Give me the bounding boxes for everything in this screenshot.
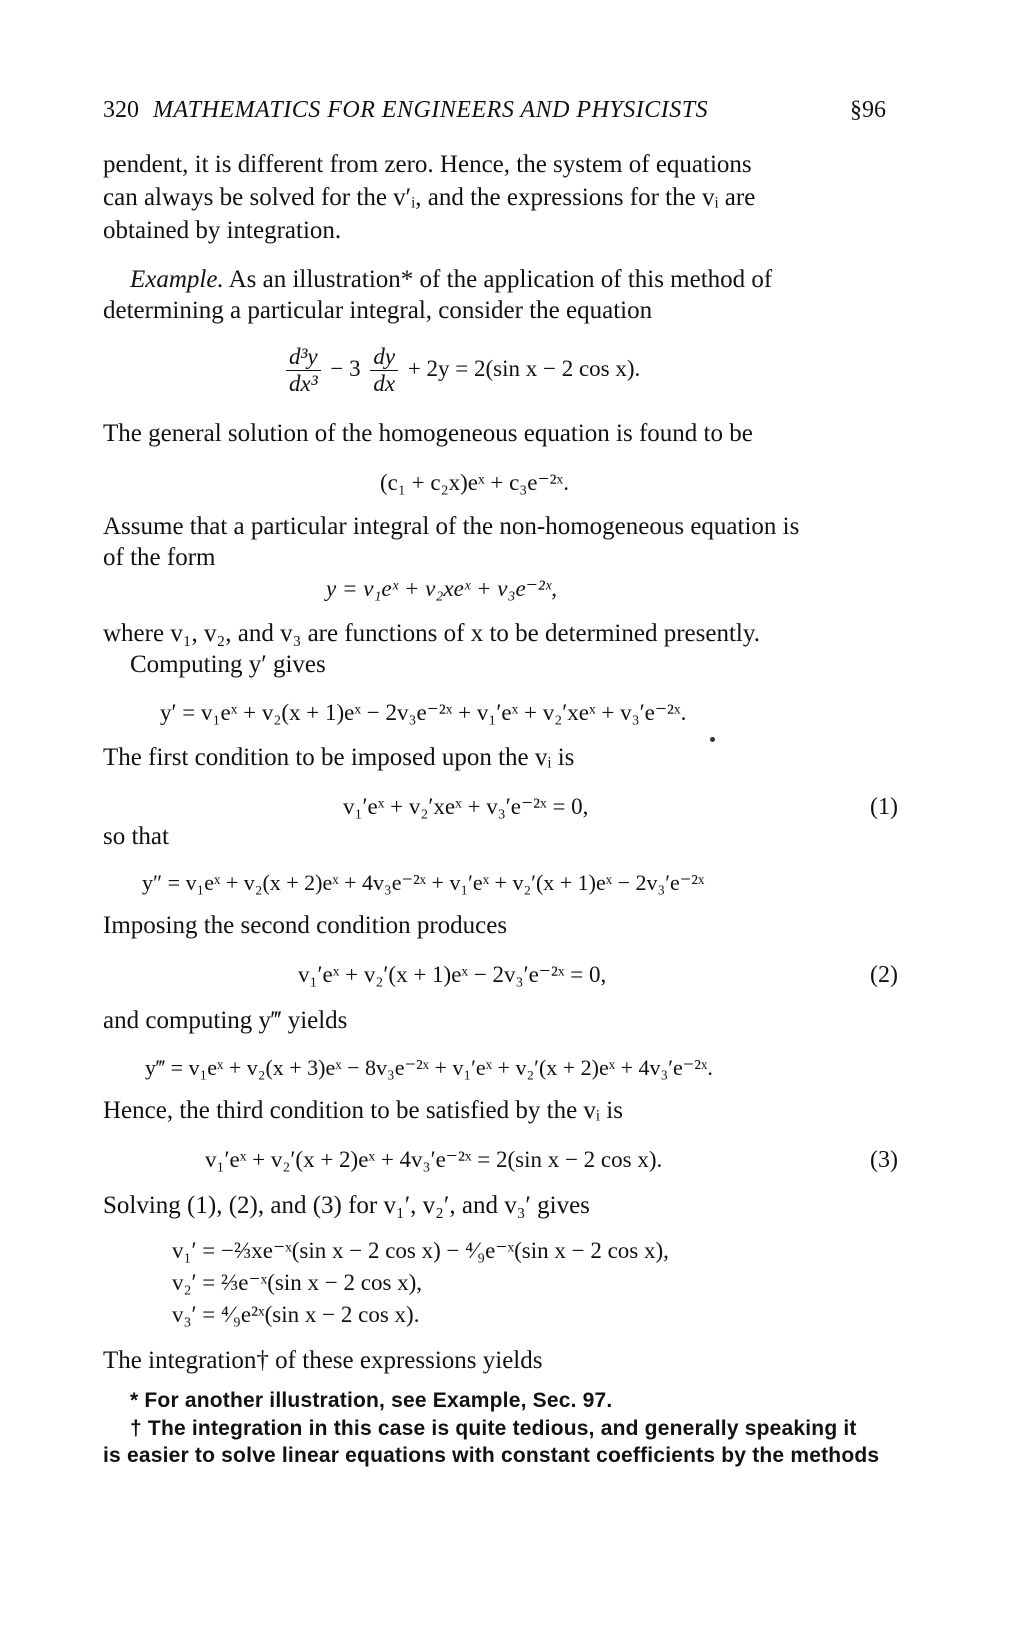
equation: y = v₁eˣ + v₂xeˣ + v₃e⁻²ˣ, xyxy=(326,576,557,601)
example-label: Example. xyxy=(130,266,224,293)
solution-line: v₁′ = −⅔xe⁻ˣ(sin x − 2 cos x) − ⁴⁄₉e⁻ˣ(sin x − 2 cos x), xyxy=(172,1238,669,1263)
paragraph-line: Hence, the third condition to be satisfied by the vᵢ is xyxy=(103,1097,623,1124)
paragraph-line: pendent, it is different from zero. Hence, the system of equations xyxy=(103,151,752,178)
paragraph-line: The first condition to be imposed upon the vᵢ is xyxy=(103,744,575,771)
equation: v₁′eˣ + v₂′xeˣ + v₃′e⁻²ˣ = 0, xyxy=(343,794,589,819)
paragraph-line: obtained by integration. xyxy=(103,217,342,244)
fraction: $\frac{\text{d³y}}{\text{dx³}}$ xyxy=(286,344,321,397)
paragraph-line: The general solution of the homogeneous equation is found to be xyxy=(103,420,753,447)
paragraph-line: Solving (1), (2), and (3) for v₁′, v₂′, and v₃′ gives xyxy=(103,1192,590,1219)
page-number: 320 xyxy=(103,97,139,123)
paragraph-line: Assume that a particular integral of the non-homogeneous equation is xyxy=(103,513,800,540)
footnote: † The integration in this case is quite tedious, and generally speaking it xyxy=(130,1417,857,1440)
paragraph-line: can always be solved for the v′ᵢ, and the expressions for the vᵢ are xyxy=(103,184,756,211)
solution-line: v₂′ = ⅔e⁻ˣ(sin x − 2 cos x), xyxy=(172,1270,423,1295)
paragraph-line: where v₁, v₂, and v₃ are functions of x to be determined presently. xyxy=(103,620,760,647)
equation-number: (2) xyxy=(870,962,898,988)
running-title: MATHEMATICS FOR ENGINEERS AND PHYSICISTS xyxy=(153,97,709,123)
paragraph-line: determining a particular integral, consider the equation xyxy=(103,297,653,324)
equation: y′ = v₁eˣ + v₂(x + 1)eˣ − 2v₃e⁻²ˣ + v₁′eˣ + v₂′xeˣ + v₃′e⁻²ˣ. xyxy=(160,700,687,725)
fraction: $\frac{dy}{dx}$ xyxy=(370,344,398,397)
stray-dot xyxy=(710,737,715,742)
example-paragraph xyxy=(130,265,772,295)
section-number: §96 xyxy=(850,97,886,123)
main-equation: $\frac{\text{d³y}}{\text{dx³}}$ − 3 $\frac{dy}{dx}$ + 2y = 2(sin x − 2 cos x). xyxy=(282,340,640,398)
equation: v₁′eˣ + v₂′(x + 2)eˣ + 4v₃′e⁻²ˣ = 2(sin x − 2 cos x). xyxy=(205,1147,663,1172)
equation: y″ = v₁eˣ + v₂(x + 2)eˣ + 4v₃e⁻²ˣ + v₁′eˣ + v₂′(x + 1)eˣ − 2v₃′e⁻²ˣ xyxy=(142,870,705,895)
equation: v₁′eˣ + v₂′(x + 1)eˣ − 2v₃′e⁻²ˣ = 0, xyxy=(298,962,607,987)
paragraph-line: Imposing the second condition produces xyxy=(103,912,508,939)
paragraph-line: Computing y′ gives xyxy=(130,651,326,678)
paragraph-line: so that xyxy=(103,823,169,850)
paragraph-line: The integration† of these expressions yields xyxy=(103,1347,543,1374)
equation-number: (3) xyxy=(870,1147,898,1173)
paragraph-line: and computing y‴ yields xyxy=(103,1007,348,1034)
equation: (c₁ + c₂x)eˣ + c₃e⁻²ˣ. xyxy=(380,470,569,495)
footnote: is easier to solve linear equations with constant coefficients by the methods xyxy=(103,1444,880,1467)
footnote: * For another illustration, see Example, Sec. 97. xyxy=(130,1389,613,1412)
equation-number: (1) xyxy=(870,794,898,820)
example-text: As an illustration* of the application of this method of xyxy=(228,266,773,293)
paragraph-line: of the form xyxy=(103,544,216,571)
running-header xyxy=(103,95,903,125)
equation: y‴ = v₁eˣ + v₂(x + 3)eˣ − 8v₃e⁻²ˣ + v₁′eˣ + v₂′(x + 2)eˣ + 4v₃′e⁻²ˣ. xyxy=(145,1055,713,1080)
solution-line: v₃′ = ⁴⁄₉e²ˣ(sin x − 2 cos x). xyxy=(172,1302,420,1327)
